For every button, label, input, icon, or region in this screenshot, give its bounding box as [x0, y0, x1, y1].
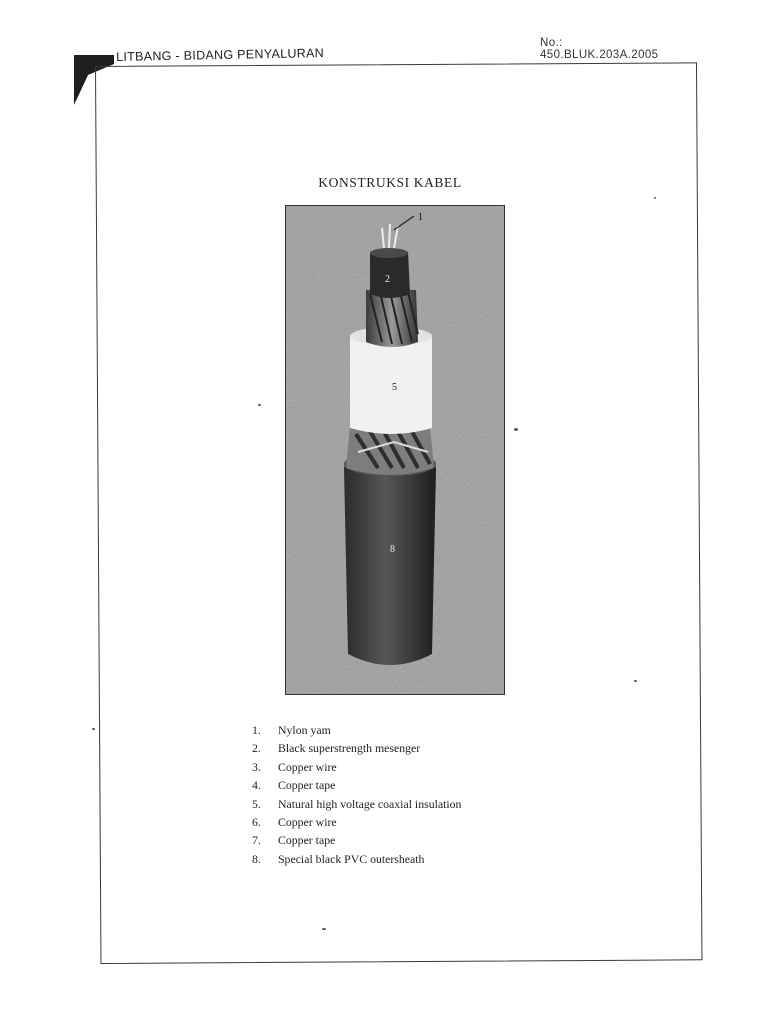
legend-item-number: 7.: [252, 833, 261, 848]
scan-speck: [92, 728, 95, 730]
callout-1: 1: [418, 212, 423, 223]
legend-item: [252, 814, 552, 832]
page-title: KONSTRUKSI KABEL: [318, 175, 462, 190]
scan-speck: [654, 197, 656, 199]
callout-5: 5: [392, 382, 397, 393]
cable-construction-figure: [285, 205, 505, 695]
legend-item-number: 3.: [252, 759, 261, 774]
scan-speck: [634, 680, 637, 682]
legend-item-number: 5.: [252, 796, 261, 811]
header-document-number: [540, 37, 680, 61]
legend-item-label: Copper wire: [278, 759, 337, 774]
legend-item-label: Copper tape: [278, 833, 336, 848]
legend-item: [252, 851, 552, 869]
scan-speck: [258, 404, 261, 406]
header-department: LITBANG - BIDANG PENYALURAN: [116, 46, 325, 64]
cable-parts-legend: [252, 722, 552, 869]
legend-item-label: Copper wire: [278, 814, 337, 829]
legend-item: [252, 832, 552, 850]
header-document-number-text: No.: 450.BLUK.203A.2005: [540, 37, 659, 61]
legend-item-label: Black superstrength mesenger: [278, 741, 421, 756]
legend-item: [252, 740, 552, 758]
legend-item-number: 8.: [252, 851, 261, 866]
legend-item-label: Natural high voltage coaxial insulation: [278, 796, 462, 811]
outer-sheath-shape: [344, 454, 436, 665]
legend-item-label: Special black PVC outersheath: [278, 851, 425, 866]
legend-item-number: 1.: [252, 723, 261, 737]
scan-speck: [322, 928, 326, 930]
legend-item: [252, 759, 552, 777]
callout-8: 8: [390, 544, 395, 555]
cable-photo: [286, 206, 504, 694]
scan-speck: [514, 428, 518, 431]
legend-item: [252, 722, 552, 740]
legend-item-label: Copper tape: [278, 778, 336, 793]
legend-item: [252, 796, 552, 814]
legend-item-number: 2.: [252, 741, 261, 756]
legend-item-number: 4.: [252, 778, 261, 793]
legend-item-label: Nylon yam: [278, 723, 331, 737]
callout-2: 2: [385, 274, 390, 285]
legend-item-number: 6.: [252, 814, 261, 829]
legend-item: [252, 777, 552, 795]
